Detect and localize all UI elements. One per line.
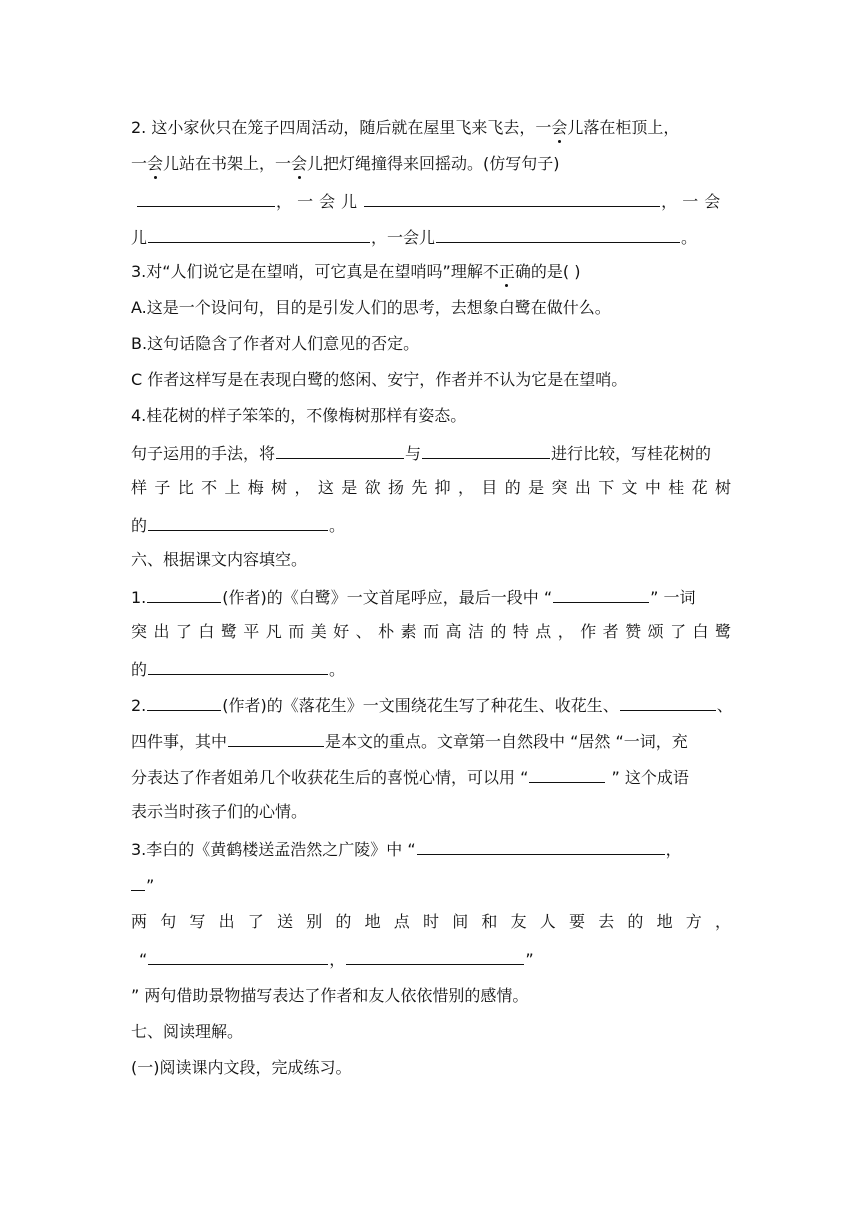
- q6-item3-line4: [131, 946, 731, 970]
- q6-item1-line2: 突 出 了 白 鹭 平 凡 而 美 好 、 朴 素 而 高 洁 的 特 点 ， 作 者 赞 颂 了 白 鹭: [131, 622, 731, 641]
- answer-blank[interactable]: [147, 584, 221, 603]
- text: 。: [329, 516, 346, 535]
- text: 、: [716, 696, 733, 715]
- answer-blank[interactable]: [131, 872, 145, 891]
- text: 分表达了作者姐弟几个收获花生后的喜悦心情，可以用 “: [131, 768, 529, 787]
- text: 句子运用的手法，将: [131, 444, 276, 463]
- text: ，: [661, 192, 678, 211]
- q5-item2-line3: [131, 188, 731, 212]
- answer-blank[interactable]: [137, 188, 275, 207]
- q5-item2-line4: [131, 224, 731, 248]
- answer-blank[interactable]: [148, 512, 328, 531]
- text: 是本文的重点。文章第一自然段中 “居然 “一词，充: [325, 732, 688, 751]
- text: 与: [405, 444, 422, 463]
- text: ” 一词: [650, 588, 696, 607]
- text: 的: [131, 660, 148, 679]
- q5-item2-line1: [131, 116, 731, 140]
- text: 。: [681, 228, 698, 247]
- answer-blank[interactable]: [364, 188, 660, 207]
- emphasis-dots: 一会儿: [275, 154, 324, 173]
- text: 一会: [682, 192, 727, 211]
- answer-blank[interactable]: [147, 692, 221, 711]
- q6-item3-line2: [131, 872, 731, 896]
- text: (作者)的《白鹭》一文首尾呼应，最后一段中 “: [222, 588, 553, 607]
- answer-blank[interactable]: [148, 946, 328, 965]
- answer-blank[interactable]: [417, 836, 665, 855]
- text: ，一会儿: [371, 228, 436, 247]
- answer-blank[interactable]: [276, 440, 404, 459]
- text: 2.: [131, 696, 147, 715]
- text: 儿: [131, 228, 148, 247]
- section-7-heading: 七、阅读理解。: [131, 1022, 244, 1041]
- answer-blank[interactable]: [346, 946, 524, 965]
- answer-blank[interactable]: [553, 584, 649, 603]
- q6-item3-line1: [131, 836, 731, 860]
- answer-blank[interactable]: [620, 692, 716, 711]
- emphasis-dots: 一会儿: [535, 118, 584, 137]
- text: 一会儿: [297, 192, 364, 211]
- q6-item3-line5: ” 两句借助景物描写表达了作者和友人依依惜别的感情。: [131, 986, 529, 1005]
- q5-item4-line1: [131, 440, 731, 464]
- emphasis-dots: 不正确: [482, 262, 531, 281]
- section-7-subheading: (一)阅读课内文段，完成练习。: [131, 1058, 352, 1077]
- section-6-heading: 六、根据课文内容填空。: [131, 550, 308, 569]
- text: “: [139, 950, 148, 969]
- text: 四件事，其中: [131, 732, 228, 751]
- text: ” 这个成语: [606, 768, 689, 787]
- q6-item2-line1: [131, 692, 731, 716]
- answer-blank[interactable]: [422, 440, 550, 459]
- text: ，: [329, 950, 346, 969]
- text: ，: [276, 192, 293, 211]
- text: 3.李白的《黄鹤楼送孟浩然之广陵》中 “: [131, 840, 416, 859]
- q5-item3-option-a: A.这是一个设问句，目的是引发人们的思考，去想象白鹭在做什么。: [131, 298, 611, 317]
- emphasis-dots: 一会儿: [131, 154, 180, 173]
- text: (作者)的《落花生》一文围绕花生写了种花生、收花生、: [222, 696, 619, 715]
- answer-blank[interactable]: [529, 764, 605, 783]
- q5-item3-stem: [131, 260, 731, 284]
- q5-item2-line2: [131, 152, 731, 176]
- text: ”: [146, 876, 155, 895]
- text: 进行比较，写桂花树的: [551, 444, 712, 463]
- text: 站在书架上，: [179, 154, 276, 173]
- q6-item3-line3: 两 句 写 出 了 送 别 的 地 点 时 间 和 友 人 要 去 的 地 方 ，: [131, 912, 731, 931]
- text: 落在柜顶上，: [583, 118, 680, 137]
- text: ，: [665, 840, 682, 859]
- q5-item4-line2: 样 子 比 不 上 梅 树 ， 这 是 欲 扬 先 抑 ， 目 的 是 突 出 下 文 中 桂 花 树: [131, 478, 731, 497]
- answer-blank[interactable]: [436, 224, 680, 243]
- text: ”: [525, 950, 534, 969]
- answer-blank[interactable]: [148, 224, 370, 243]
- q6-item1-line1: [131, 584, 731, 608]
- q5-item3-option-c: C 作者这样写是在表现白鹭的悠闲、安宁，作者并不认为它是在望哨。: [131, 370, 628, 389]
- q5-item4-stem: 4.桂花树的样子笨笨的，不像梅树那样有姿态。: [131, 406, 467, 425]
- text: 的: [131, 516, 148, 535]
- text: 1.: [131, 588, 147, 607]
- answer-blank[interactable]: [148, 656, 328, 675]
- text: 3.对“人们说它是在望哨，可它真是在望哨吗”理解: [131, 262, 483, 281]
- text: 把灯绳撞得来回摇动。(仿写句子): [323, 154, 560, 173]
- q6-item1-line3: [131, 656, 731, 680]
- text: 。: [329, 660, 346, 679]
- q5-item4-line3: [131, 512, 731, 536]
- text: 2. 这小家伙只在笼子四周活动，随后就在屋里飞来飞去，: [131, 118, 536, 137]
- q5-item3-option-b: B.这句话隐含了作者对人们意见的否定。: [131, 334, 420, 353]
- text: 的是( ): [530, 262, 581, 281]
- q6-item2-line3: [131, 764, 731, 788]
- answer-blank[interactable]: [228, 728, 324, 747]
- q6-item2-line4: 表示当时孩子们的心情。: [131, 802, 308, 821]
- q6-item2-line2: [131, 728, 731, 752]
